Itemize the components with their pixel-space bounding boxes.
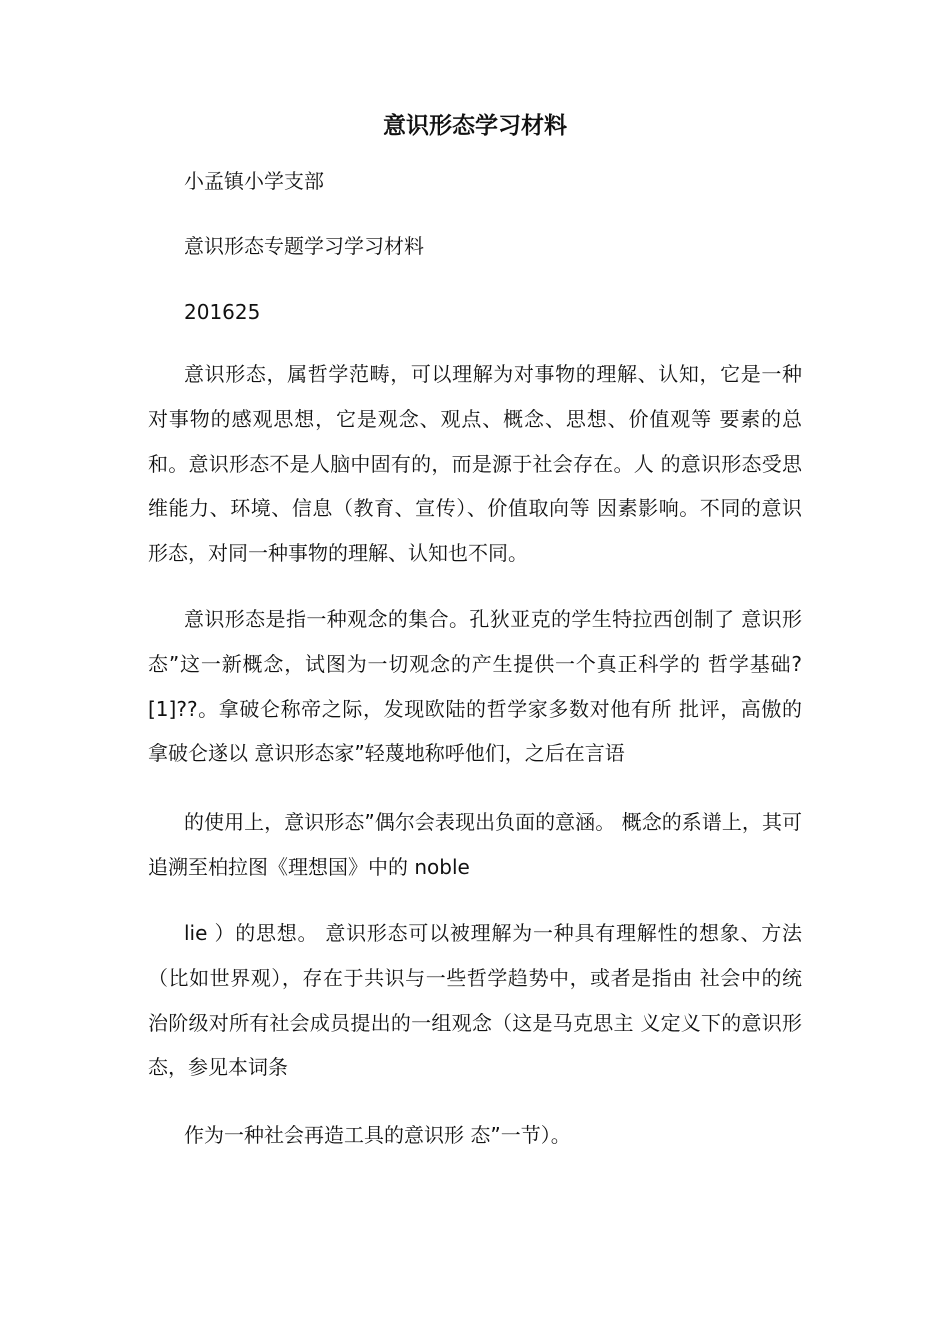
- subtitle-line: 意识形态专题学习学习材料: [184, 234, 424, 258]
- paragraph-5: 作为一种社会再造工具的意识形 态”一节）。: [184, 1123, 571, 1147]
- organization-line: 小孟镇小学支部: [184, 169, 324, 193]
- paragraph-1: 意识形态，属哲学范畴，可以理解为对事物的理解、认知，它是一种对事物的感观思想，它是观念、观点、概念、思想、价值观等 要素的总和。意识形态不是人脑中固有的，而是源于社会存在。人 的意识形态受思维能力、环境、信息（教育、宣传）、价值取向等 因素影响。不同的意识形态，对同一种事物的理解、认知也不同。: [148, 362, 802, 566]
- document-title: 意识形态学习材料: [383, 112, 567, 139]
- date-line: 201625: [184, 300, 261, 324]
- paragraph-3: 的使用上，意识形态”偶尔会表现出负面的意涵。 概念的系谱上，其可追溯至柏拉图《理想国》中的 noble: [148, 810, 802, 879]
- paragraph-2: 意识形态是指一种观念的集合。孔狄亚克的学生特拉西创制了 意识形态”这一新概念，试图为一切观念的产生提供一个真正科学的 哲学基础?[1]??。拿破仑称帝之际，发现欧陆的哲学家多数对他有所 批评，高傲的拿破仑遂以 意识形态家”轻蔑地称呼他们，之后在言语: [148, 607, 802, 766]
- paragraph-4: lie ）的思想。 意识形态可以被理解为一种具有理解性的想象、方法（比如世界观），存在于共识与一些哲学趋势中，或者是指由 社会中的统治阶级对所有社会成员提出的一组观念（这是马克思主 义定义下的意识形态，参见本词条: [148, 921, 802, 1080]
